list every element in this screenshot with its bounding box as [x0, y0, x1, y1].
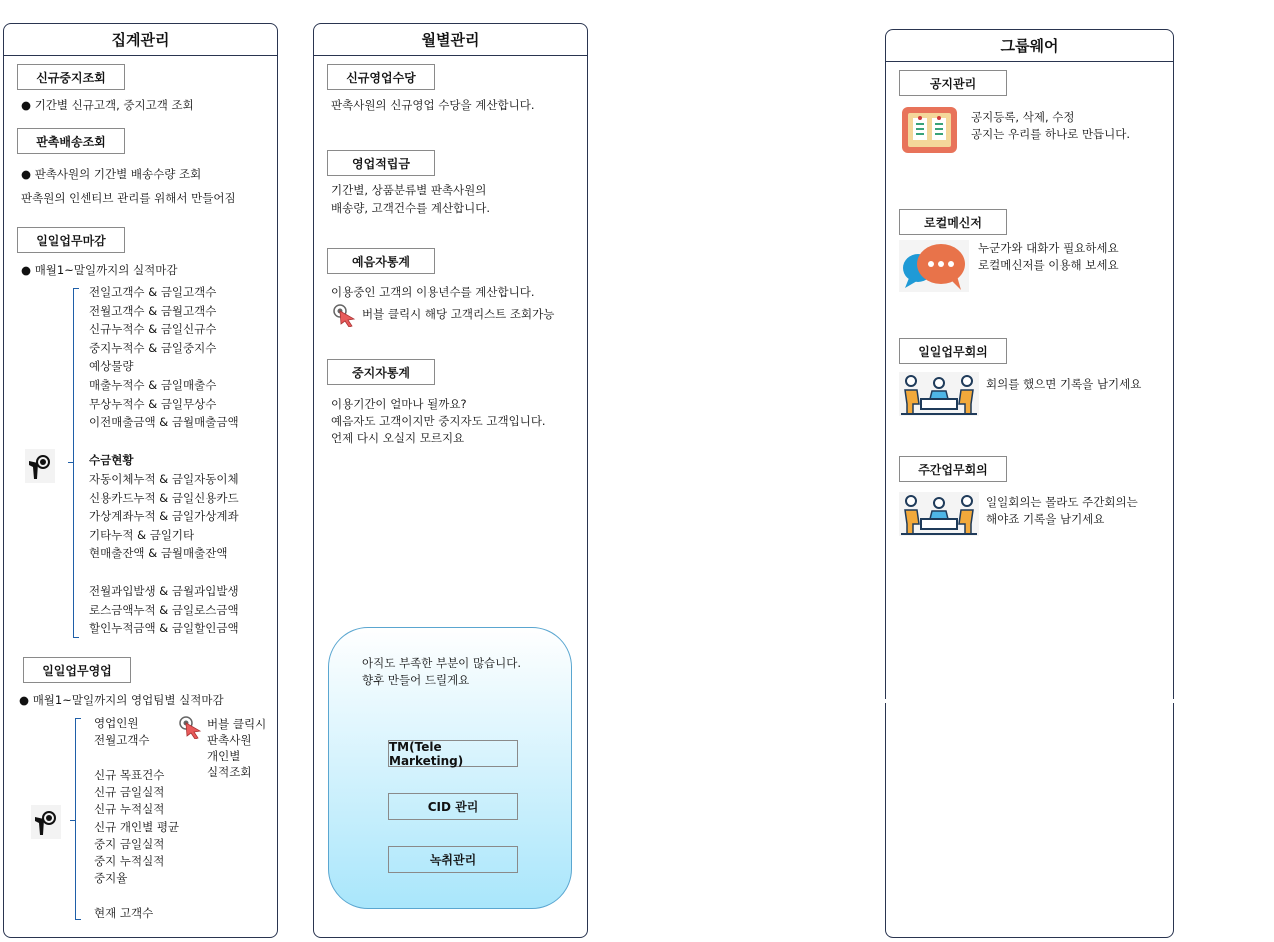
closing-item: 중지누적수 & 금일중지수 — [89, 340, 217, 355]
collection-item: 가상계좌누적 & 금일가상계좌 — [89, 509, 239, 524]
sales-item: 신규 개인별 평균 — [94, 819, 180, 834]
meeting-icon — [899, 372, 979, 416]
promo-delivery-desc-1: ● 판촉사원의 기간별 배송수량 조회 — [21, 167, 202, 181]
new-stop-lookup-desc: ● 기간별 신규고객, 중지고객 조회 — [21, 98, 194, 112]
panel-title: 집계관리 — [4, 24, 277, 56]
subscriber-stats-desc-1: 이용중인 고객의 이용년수를 계산합니다. — [331, 285, 535, 299]
daily-meeting-button[interactable]: 일일업무회의 — [899, 338, 1007, 364]
cancellation-stats-desc-3: 언제 다시 오실지 모르지요 — [331, 431, 465, 445]
notice-desc-1: 공지등록, 삭제, 수정 — [971, 110, 1075, 124]
cancellation-stats-button[interactable]: 중지자통계 — [327, 359, 435, 385]
closing-item: 이전매출금액 & 금월매출금액 — [89, 415, 239, 430]
weekly-meeting-desc-1: 일일회의는 몰라도 주간회의는 — [986, 495, 1138, 509]
closing-item: 신규누적수 & 금일신규수 — [89, 322, 217, 337]
closing-item: 매출누적수 & 금일매출수 — [89, 378, 217, 392]
daily-sales-desc: ● 매월1~말일까지의 영업팀별 실적마감 — [19, 693, 224, 707]
closing-item: 무상누적수 & 금일무상수 — [89, 396, 217, 411]
notice-board-icon — [901, 106, 958, 154]
collection-item: 기타누적 & 금일기타 — [89, 527, 195, 542]
weekly-meeting-button[interactable]: 주간업무회의 — [899, 456, 1007, 482]
notice-management-button[interactable]: 공지관리 — [899, 70, 1007, 96]
sales-reserve-desc-1: 기간별, 상품분류별 판촉사원의 — [331, 183, 487, 197]
recording-management-button[interactable]: 녹취관리 — [388, 846, 518, 873]
meeting-icon — [899, 492, 979, 536]
daily-closing-button[interactable]: 일일업무마감 — [17, 227, 125, 253]
closing-item: 전월고객수 & 금월고객수 — [89, 303, 217, 318]
closing-item: 예상물량 — [89, 359, 134, 374]
subscriber-stats-button[interactable]: 예음자통계 — [327, 248, 435, 274]
bracket-tick — [70, 820, 76, 821]
promo-delivery-desc-2: 판촉원의 인센티브 관리를 위해서 만들어짐 — [21, 191, 236, 205]
new-stop-lookup-button[interactable]: 신규중지조회 — [17, 64, 125, 90]
daily-closing-bracket — [73, 288, 79, 638]
daily-meeting-desc: 회의를 했으면 기록을 남기세요 — [986, 377, 1142, 391]
daily-sales-last: 현재 고객수 — [94, 906, 154, 920]
sales-item: 중지 금일실적 — [94, 836, 165, 851]
weekly-meeting-desc-2: 해야죠 기록을 남기세요 — [986, 512, 1105, 526]
collection-status-title: 수금현황 — [89, 453, 134, 467]
notice-desc-2: 공지는 우리를 하나로 만듭니다. — [971, 127, 1131, 141]
cancellation-stats-desc-2: 예음자도 고객이지만 중지자도 고객입니다. — [331, 414, 546, 428]
sales-item: 중지율 — [94, 871, 128, 886]
sales-note-line: 판촉사원 — [207, 733, 252, 747]
panel-title: 월별관리 — [314, 24, 587, 56]
closing-item: 할인누적금액 & 금일할인금액 — [89, 621, 239, 636]
chat-bubbles-icon[interactable] — [899, 240, 969, 292]
closing-item: 전월과입발생 & 금월과입발생 — [89, 584, 239, 598]
new-sales-allowance-desc: 판촉사원의 신규영업 수당을 계산합니다. — [331, 98, 535, 112]
sales-item: 신규 금일실적 — [94, 785, 165, 800]
sales-note-line: 버블 클릭시 — [207, 717, 267, 731]
tm-button[interactable]: TM(Tele Marketing) — [388, 740, 518, 767]
collection-item: 현매출잔액 & 금월매출잔액 — [89, 546, 228, 561]
cursor-click-icon[interactable] — [178, 715, 204, 739]
panel-groupware — [885, 29, 1174, 938]
bubble-text-2: 향후 만들어 드릴게요 — [362, 673, 470, 687]
sales-note-line: 개인별 — [207, 749, 241, 763]
messenger-desc-2: 로컬메신저를 이용해 보세요 — [978, 258, 1119, 272]
bracket-tick — [68, 462, 74, 463]
messenger-desc-1: 누군가와 대화가 필요하세요 — [978, 241, 1119, 255]
collection-item: 자동이체누적 & 금일자동이체 — [89, 472, 239, 486]
collection-item: 신용카드누적 & 금일신용카드 — [89, 490, 239, 505]
cancellation-stats-desc-1: 이용기간이 얼마나 될까요? — [331, 397, 467, 411]
bubble-text-1: 아직도 부족한 부분이 많습니다. — [362, 656, 522, 670]
sales-item: 신규 누적실적 — [94, 802, 165, 817]
search-bubble-icon[interactable] — [31, 805, 61, 839]
sales-reserve-desc-2: 배송량, 고객건수를 계산합니다. — [331, 201, 491, 215]
daily-closing-desc: ● 매월1~말일까지의 실적마감 — [21, 263, 178, 277]
sales-item: 신규 목표건수 — [94, 768, 165, 782]
sales-item: 전월고객수 — [94, 733, 150, 747]
sales-note-line: 실적조회 — [207, 765, 252, 779]
promo-delivery-lookup-button[interactable]: 판촉배송조회 — [17, 128, 125, 154]
cursor-click-icon[interactable] — [332, 303, 358, 327]
panel-border-gap — [880, 699, 1180, 703]
new-sales-allowance-button[interactable]: 신규영업수당 — [327, 64, 435, 90]
subscriber-stats-desc-2: 버블 클릭시 해당 고객리스트 조회가능 — [362, 307, 555, 321]
search-bubble-icon[interactable] — [25, 449, 55, 483]
panel-title: 그룹웨어 — [886, 30, 1173, 62]
daily-sales-button[interactable]: 일일업무영업 — [23, 657, 131, 683]
cid-management-button[interactable]: CID 관리 — [388, 793, 518, 820]
sales-reserve-button[interactable]: 영업적립금 — [327, 150, 435, 176]
sales-item: 영업인원 — [94, 716, 139, 730]
closing-item: 전일고객수 & 금일고객수 — [89, 285, 217, 299]
daily-sales-bracket — [75, 718, 81, 920]
local-messenger-button[interactable]: 로컬메신저 — [899, 209, 1007, 235]
sales-item: 중지 누적실적 — [94, 854, 165, 868]
closing-item: 로스금액누적 & 금일로스금액 — [89, 602, 239, 617]
